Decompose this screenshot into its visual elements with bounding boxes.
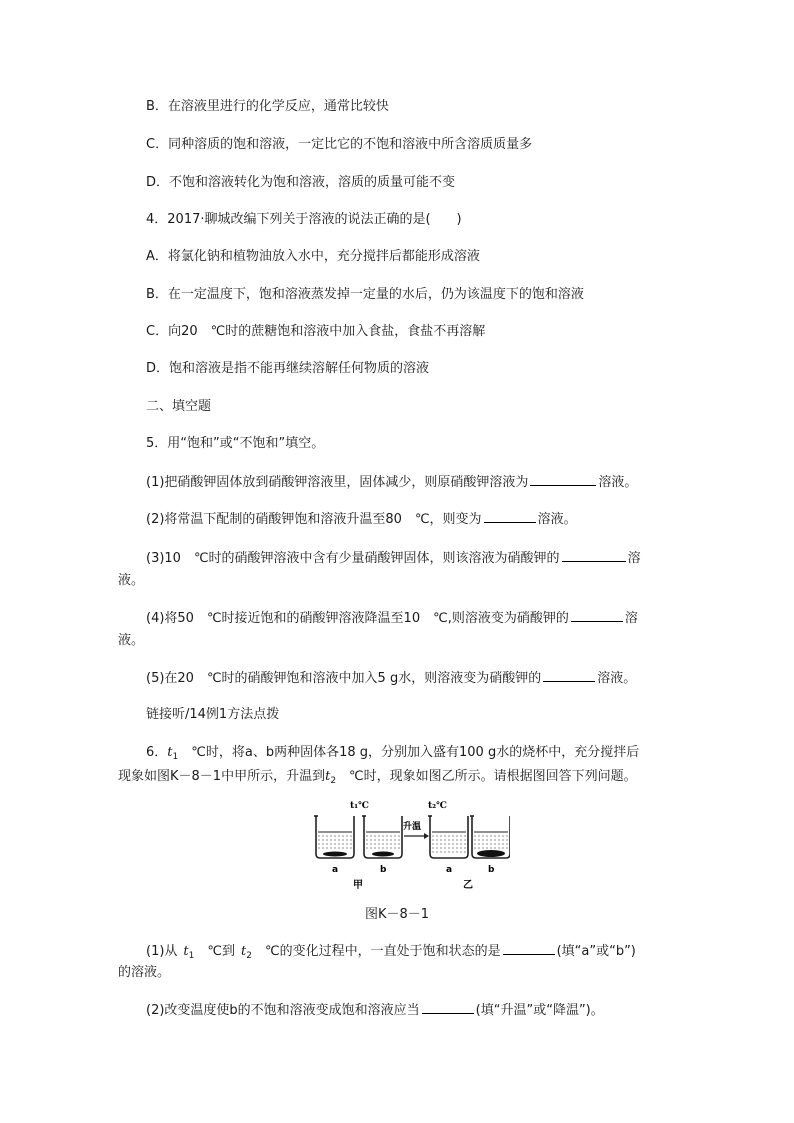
question-5-1 bbox=[146, 472, 637, 492]
q6-text: ℃时，将a、b两种固体各18 g，分别加入盛有100 g水的烧杯中，充分搅拌后 bbox=[178, 745, 640, 760]
q5-1-suffix: 溶液。 bbox=[598, 475, 638, 490]
t2-symbol: t bbox=[325, 769, 331, 784]
question-5-2 bbox=[146, 509, 577, 529]
question-5-3-cont: 液。 bbox=[118, 573, 145, 588]
figure-t1-label: t₁℃ bbox=[350, 801, 369, 811]
beaker-b-after bbox=[470, 816, 510, 858]
question-6-2 bbox=[146, 1000, 604, 1020]
option-4d: D．饱和溶液是指不能再继续溶解任何物质的溶液 bbox=[146, 361, 430, 376]
q6-text-end: ℃时，现象如图乙所示。请根据图回答下列问题。 bbox=[336, 769, 637, 784]
t2-subscript: 2 bbox=[330, 776, 337, 786]
q5-3-suffix: 溶 bbox=[627, 551, 641, 566]
t1-symbol: t bbox=[183, 944, 189, 959]
question-6-1 bbox=[146, 941, 636, 965]
q6-1-text-3: ℃的变化过程中，一直处于饱和状态的是 bbox=[251, 944, 501, 959]
label-a-1: a bbox=[332, 865, 339, 875]
q5-2-suffix: 溶液。 bbox=[537, 512, 577, 527]
answer-blank bbox=[543, 668, 595, 682]
question-5-5 bbox=[146, 668, 636, 688]
q6-1-text: (1)从 bbox=[146, 944, 178, 959]
q6-1-hint: (填“a”或“b”) bbox=[556, 944, 636, 959]
label-group-yi: 乙 bbox=[463, 880, 473, 891]
option-4b: B．在一定温度下，饱和溶液蒸发掉一定量的水后，仍为该温度下的饱和溶液 bbox=[146, 287, 584, 302]
option-3c: C．同种溶质的饱和溶液，一定比它的不饱和溶液中所含溶质质量多 bbox=[146, 137, 533, 152]
q6-2-hint: (填“升温”或“降温”)。 bbox=[475, 1003, 604, 1018]
answer-blank bbox=[503, 941, 555, 955]
label-b-1: b bbox=[380, 865, 387, 875]
q5-1-text: (1)把硝酸钾固体放到硝酸钾溶液里，固体减少，则原硝酸钾溶液为 bbox=[146, 475, 529, 490]
arrow-head-icon bbox=[424, 833, 429, 839]
answer-blank bbox=[422, 1000, 474, 1014]
option-3d: D．不饱和溶液转化为饱和溶液，溶质的质量可能不变 bbox=[146, 175, 456, 190]
figure-caption: 图K－8－1 bbox=[364, 907, 430, 922]
label-a-2: a bbox=[446, 865, 453, 875]
figure-t2-label: t₂℃ bbox=[428, 801, 447, 811]
label-b-2: b bbox=[488, 865, 495, 875]
option-4c: C．向20 ℃时的蔗糖饱和溶液中加入食盐，食盐不再溶解 bbox=[146, 324, 486, 339]
t1-subscript: 1 bbox=[172, 752, 179, 762]
label-group-jia: 甲 bbox=[353, 880, 363, 891]
question-6-1-cont: 的溶液。 bbox=[118, 965, 171, 980]
question-5: 5．用“饱和”或“不饱和”填空。 bbox=[146, 436, 325, 451]
section-heading: 二、填空题 bbox=[146, 399, 212, 414]
question-5-3 bbox=[146, 548, 641, 568]
arrow-label: 升温 bbox=[403, 822, 422, 832]
q5-5-suffix: 溶液。 bbox=[597, 671, 637, 686]
q5-2-text: (2)将常温下配制的硝酸钾饱和溶液升温至80 ℃，则变为 bbox=[146, 512, 482, 527]
t2-subscript: 2 bbox=[246, 951, 252, 961]
question-6 bbox=[146, 744, 639, 766]
t1-symbol: t bbox=[167, 745, 173, 760]
q6-number: 6． bbox=[146, 745, 168, 760]
answer-blank bbox=[484, 509, 536, 523]
q5-4-suffix: 溶 bbox=[624, 611, 638, 626]
t1-subscript: 1 bbox=[188, 951, 195, 961]
beaker-figure bbox=[310, 798, 510, 894]
q5-4-text: (4)将50 ℃时接近饱和的硝酸钾溶液降温至10 ℃,则溶液变为硝酸钾的 bbox=[146, 611, 569, 626]
question-4: 4．2017·聊城改编下列关于溶液的说法正确的是( ) bbox=[146, 212, 462, 227]
question-6-cont bbox=[118, 768, 637, 790]
option-3b: B．在溶液里进行的化学反应，通常比较快 bbox=[146, 99, 389, 114]
answer-blank bbox=[562, 548, 626, 562]
question-5-4-cont: 液。 bbox=[118, 633, 145, 648]
q5-3-text: (3)10 ℃时的硝酸钾溶液中含有少量硝酸钾固体，则该溶液为硝酸钾的 bbox=[146, 551, 560, 566]
beaker-a-before bbox=[314, 816, 354, 858]
answer-blank bbox=[571, 608, 623, 622]
option-4a: A．将氯化钠和植物油放入水中，充分搅拌后都能形成溶液 bbox=[146, 249, 480, 264]
beaker-b-before bbox=[362, 816, 402, 858]
q6-2-text: (2)改变温度使b的不饱和溶液变成饱和溶液应当 bbox=[146, 1003, 420, 1018]
q6-1-text-2: ℃到 bbox=[194, 944, 235, 959]
t2-symbol: t bbox=[241, 944, 247, 959]
answer-blank bbox=[530, 472, 596, 486]
q6-text-cont: 现象如图K－8－1中甲所示，升温到 bbox=[118, 769, 326, 784]
beaker-a-after bbox=[428, 816, 468, 858]
q5-5-text: (5)在20 ℃时的硝酸钾饱和溶液中加入5 g水，则溶液变为硝酸钾的 bbox=[146, 671, 542, 686]
link-note: 链接听/14例1方法点拨 bbox=[146, 707, 280, 722]
question-5-4 bbox=[146, 608, 638, 628]
